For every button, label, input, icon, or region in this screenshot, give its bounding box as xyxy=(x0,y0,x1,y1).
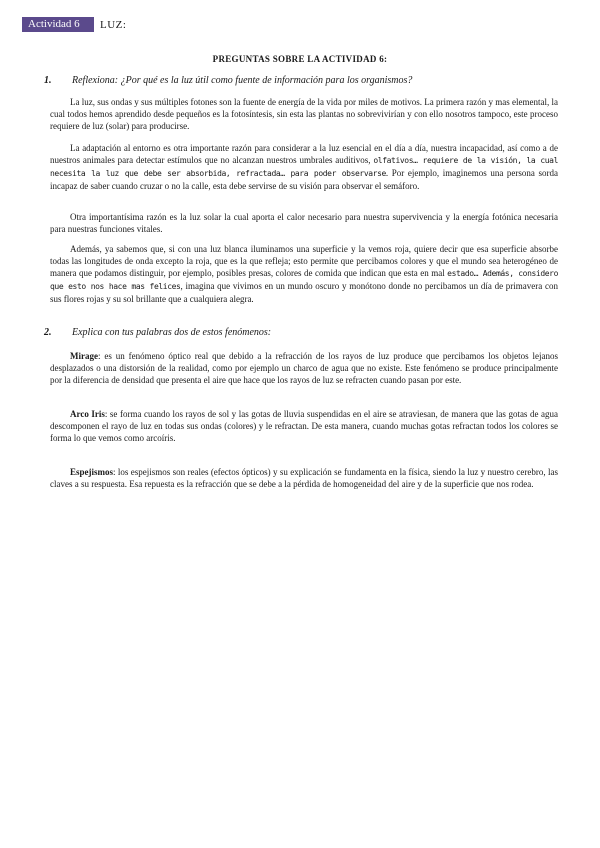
question-number: 2. xyxy=(44,327,52,338)
paragraph-adaptation xyxy=(50,142,558,192)
paragraph-colors xyxy=(50,243,558,305)
paragraph-text: : los espejismos son reales (efectos ópticos) y su explicación se fundamenta en la física, siendo la luz y nuestro cerebro, las claves a su respuesta. Esa repuesta es la refracción que se debe a la pérdida de homogeneidad del aire y de la superficie que nos rodea. xyxy=(50,467,558,489)
term-label: Arco Iris xyxy=(70,409,105,419)
paragraph-heat xyxy=(50,211,558,235)
question-2 xyxy=(44,327,271,338)
paragraph-text: , imagina que vivimos en un mundo oscuro y monótono donde no percibamos un día de primavera con sus flores rojas y su sol brillante que a cualquiera alegra. xyxy=(50,281,559,304)
document-header xyxy=(22,17,126,32)
paragraph-text: : es un fenómeno óptico real que debido a la refracción de los rayos de luz produce que percibamos los objetos lejanos desplazados o una distorsión de la realidad, como por ejemplo un charco de agua que no existe. Este fenómeno se produce principalmente por la diferencia de densidad que presenta el aire que hace que los rayos de luz se refracten cuando pasan por este. xyxy=(50,351,558,385)
paragraph-photosynthesis xyxy=(50,96,558,132)
paragraph-highlight: olfativos… requiere de la visión, la cual necesita la luz que debe ser absorbida, refractada… para poder observarse xyxy=(50,156,558,178)
paragraph-text: Además, ya sabemos que, si con una luz blanca iluminamos una superficie y la vemos roja, quiere decir que esa superficie absorbe todas las longitudes de onda excepto la roja, que es la que refleja; esto permite que percibamos colores y que el mundo sea heterogéneo de manera que podamos distinguir, por ejemplo, posibles presas, colores de comida que indican que esta en mal xyxy=(50,244,558,278)
paragraph-highlight: estado… Además, considero que esto nos hace mas felices xyxy=(50,269,559,291)
activity-badge: Actividad 6 xyxy=(22,17,94,32)
question-1 xyxy=(44,75,412,86)
paragraph-text: . Por ejemplo, imaginemos una persona sorda incapaz de saber cuando cruzar o no la calle, esta debe servirse de su visión para observar el semáforo. xyxy=(50,168,558,191)
question-text: Explica con tus palabras dos de estos fenómenos: xyxy=(72,327,272,338)
paragraph-text: La adaptación al entorno es otra importante razón para considerar a la luz esencial en el día a día, nuestra incapacidad, así como a de nuestros animales para detectar estímulos que no alcanzan nuestros umbrales auditivos, xyxy=(50,143,558,165)
paragraph-text: : se forma cuando los rayos de sol y las gotas de lluvia suspendidas en el aire se atraviesan, de manera que las gotas de agua descomponen el rayo de luz en todas sus ondas (colores) y le refractan. De esta manera, cuando muchas gotas refractan todos los colores se forma lo que vemos como arcoíris. xyxy=(50,409,559,443)
paragraph-mirrors xyxy=(50,466,558,490)
term-label: Espejismos xyxy=(70,467,114,477)
paragraph-text: La luz, sus ondas y sus múltiples fotones son la fuente de energía de la vida por miles de motivos. La primera razón y mas elemental, la cual todos hemos aprendido desde pequeños es la fotosíntesis, sin esta las plantas no sobrevivirían y con ello nosotros tampoco, este proceso requiere de luz (solar) para producirse. xyxy=(50,97,558,131)
page-title: PREGUNTAS SOBRE LA ACTIVIDAD 6: xyxy=(212,54,388,64)
header-title: LUZ: xyxy=(100,18,127,31)
paragraph-mirage xyxy=(50,350,558,386)
term-label: Mirage xyxy=(70,351,98,361)
question-text: Reflexiona: ¿Por qué es la luz útil como fuente de información para los organismos? xyxy=(72,75,413,86)
paragraph-rainbow xyxy=(50,408,558,444)
paragraph-text: Otra importantísima razón es la luz solar la cual aporta el calor necesario para nuestra supervivencia y la energía fotónica necesaria para nuestras funciones vitales. xyxy=(50,212,558,234)
question-number: 1. xyxy=(44,75,52,86)
